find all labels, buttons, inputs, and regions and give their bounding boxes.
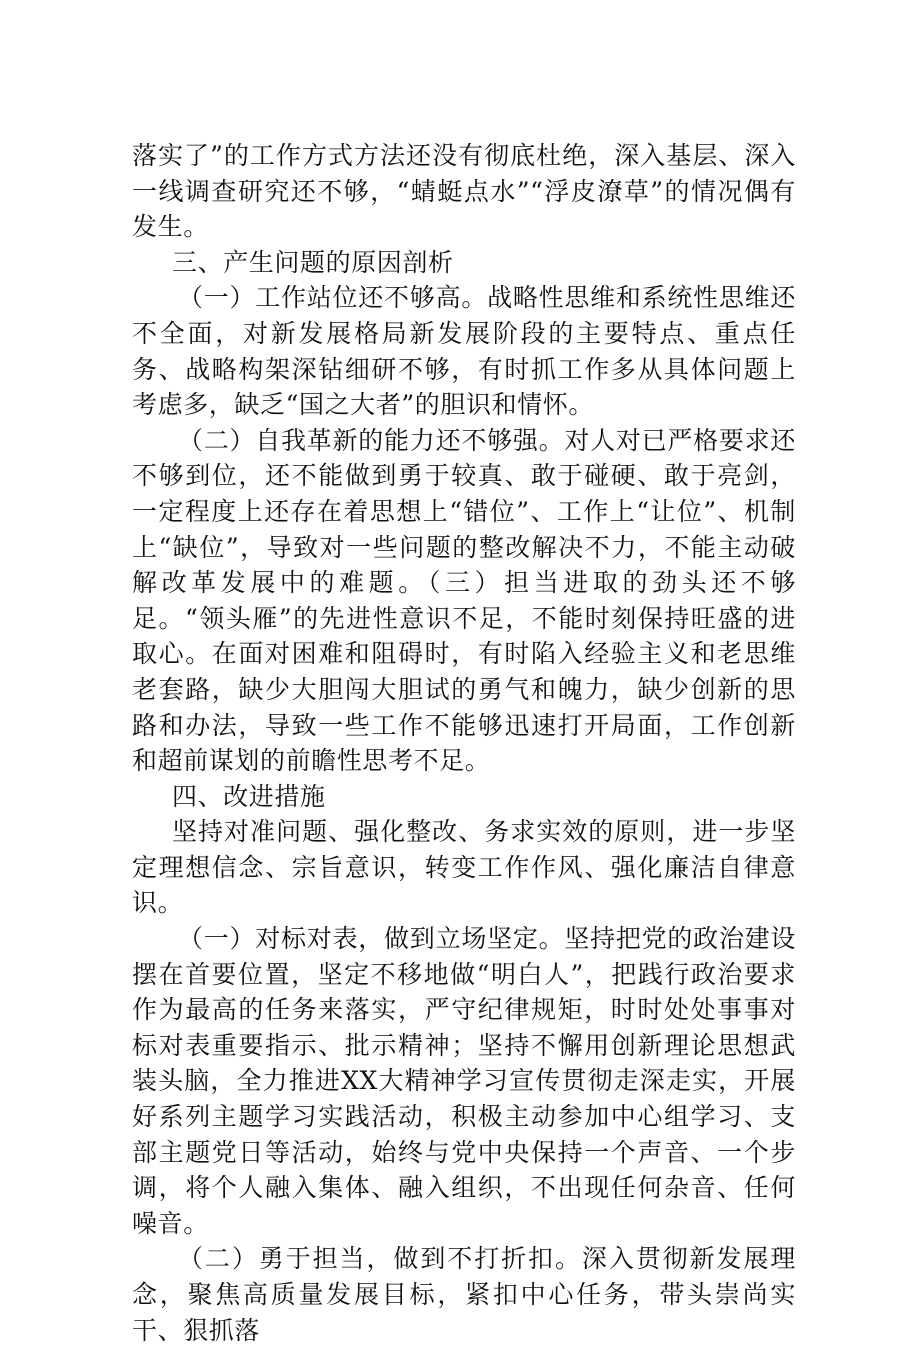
paragraph-measure-2: （二）勇于担当，做到不打折扣。深入贯彻新发展理念，聚焦高质量发展目标，紧扣中心任务，带头崇尚实干、狠抓落 (132, 1244, 796, 1345)
section-heading-measures: 四、改进措施 (172, 781, 326, 811)
paragraph-continuation: 落实了”的工作方式方法还没有彻底杜绝，深入基层、深入一线调查研究还不够，“蜻蜓点水”“浮皮潦草”的情况偶有发生。 (132, 141, 796, 242)
paragraph-measure-1: （一）对标对表，做到立场坚定。坚持把党的政治建设摆在首要位置，坚定不移地做“明白人”，把践行政治要求作为最高的任务来落实，严守纪律规矩，时时处处事事对标对表重要指示、批示精神；坚持不懈用创新理论思想武装头脑，全力推进XX大精神学习宣传贯彻走深走实，开展好系列主题学习实践活动，积极主动参加中心组学习、支部主题党日等活动，始终与党中央保持一个声音、一个步调，将个人融入集体、融入组织，不出现任何杂音、任何噪音。 (132, 924, 796, 1238)
section-heading-causes: 三、产生问题的原因剖析 (172, 247, 454, 277)
paragraph-cause-2-3: （二）自我革新的能力还不够强。对人对已严格要求还不够到位，还不能做到勇于较真、敢于碰硬、敢于亮剑，一定程度上还存在着思想上“错位”、工作上“让位”、机制上“缺位”，导致对一些问题的整改解决不力，不能主动破解改革发展中的难题。（三）担当进取的劲头还不够足。“领头雁”的先进性意识不足，不能时刻保持旺盛的进取心。在面对困难和阻碍时，有时陷入经验主义和老思维老套路，缺少大胆闯大胆试的勇气和魄力，缺少创新的思路和办法，导致一些工作不能够迅速打开局面，工作创新和超前谋划的前瞻性思考不足。 (132, 425, 796, 776)
paragraph-measures-intro: 坚持对准问题、强化整改、务求实效的原则，进一步坚定理想信念、宗旨意识，转变工作作风、强化廉洁自律意识。 (132, 817, 796, 918)
document-body (132, 138, 796, 1348)
paragraph-cause-1: （一）工作站位还不够高。战略性思维和系统性思维还不全面，对新发展格局新发展阶段的主要特点、重点任务、战略构架深钻细研不够，有时抓工作多从具体问题上考虑多，缺乏“国之大者”的胆识和情怀。 (132, 283, 796, 420)
